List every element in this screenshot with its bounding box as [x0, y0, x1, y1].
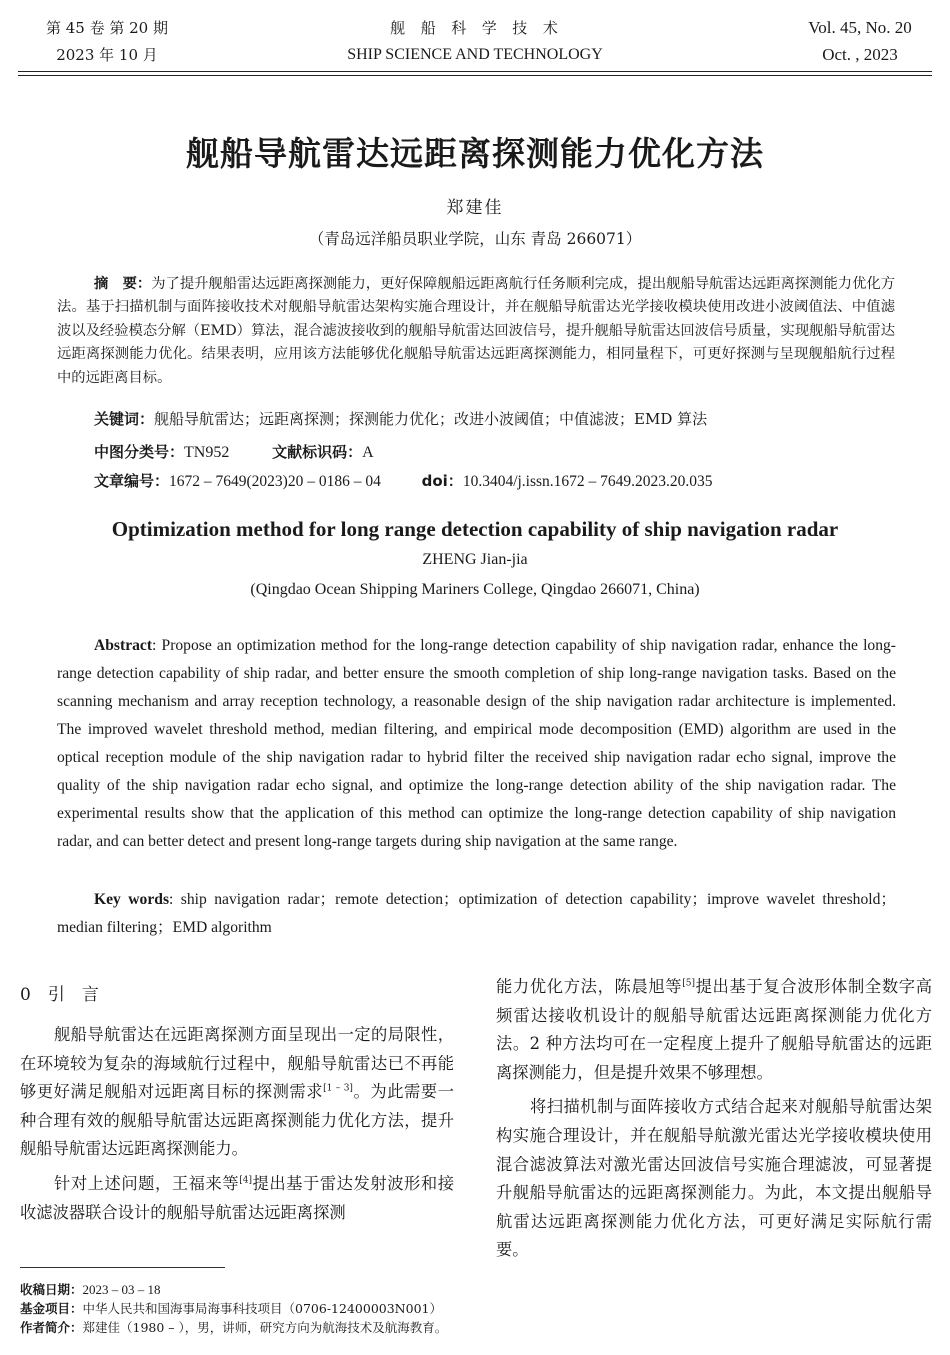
header-journal-cn: 舰 船 科 学 技 术 [390, 19, 560, 37]
bio-value: 郑建佳（1980 – ），男，讲师，研究方向为航海技术及航海教育。 [82, 1320, 448, 1335]
body-right-column [496, 973, 932, 1265]
intro-p2-cont: 能力优化方法，陈晨旭等 [496, 977, 683, 996]
fund-value: 中华人民共和国海事局海事科技项目（0706-12400003N001） [82, 1301, 442, 1316]
keywords-en-text: : ship navigation radar；remote detection；optimization of detection capability；improve wavelet threshold；median filtering；EMD algorithm [57, 891, 896, 936]
abstract-en-label: Abstract [94, 637, 153, 654]
fund-label: 基金项目： [20, 1301, 83, 1316]
abstract-cn-text: 为了提升舰船雷达远距离探测能力，更好保障舰船远距离航行任务顺利完成，提出舰船导航雷达远距离探测能力优化方法。基于扫描机制与面阵接收技术对舰船导航雷达架构实施合理设计，并在舰船导航雷达光学接收模块使用改进小波阈值法、中值滤波以及经验模态分解（EMD）算法，混合滤波接收到的舰船导航雷达回波信号，提升舰船导航雷达回波信号质量，实现舰船导航雷达远距离探测能力优化。结果表明，应用该方法能够优化舰船导航雷达远距离探测能力，相同量程下，可更好探测与呈现舰船航行过程中的远距离目标。 [57, 276, 895, 386]
abstract-en-text: : Propose an optimization method for the long-range detection capability of ship navigation radar, enhance the long-range detection capability of ship radar, and better ensure the smooth completion of ship long-range navigation tasks. Based on the scanning mechanism and array reception technology, a reasonable design of the ship navigation radar architecture is implemented. The improved wavelet threshold method, median filtering, and empirical mode decomposition (EMD) algorithm are used in the optical reception module of the ship navigation radar to hybrid filter the received ship navigation radar echo signal, improve the quality of the ship navigation radar echo signal, and optimize the long-range detection ability of the ship navigation radar. The experimental results show that the application of this method can optimize the long-range detection capability of ship navigation radar, and can better detect and present long-range targets during ship navigation at the same range. [57, 637, 896, 850]
keywords-cn-text: 舰船导航雷达；远距离探测；探测能力优化；改进小波阈值；中值滤波；EMD 算法 [154, 410, 708, 428]
citation-5: [5] [682, 978, 695, 989]
footnote-rule [20, 1267, 225, 1268]
header-volume-en-line2: Oct. , 2023 [822, 45, 898, 64]
keywords-en-label: Key words [94, 891, 170, 908]
intro-p2-start: 针对上述问题，王福来等 [54, 1173, 240, 1193]
footnote-fund [20, 1300, 442, 1318]
header-journal [300, 17, 650, 66]
doc-code-label: 文献标识码： [272, 443, 363, 461]
article-info-line [94, 469, 914, 494]
doc-code-value: A [362, 444, 374, 461]
intro-p3-text: 将扫描机制与面阵接收方式结合起来对舰船导航雷达架构实施合理设计，并在舰船导航激光雷达光学接收模块使用混合滤波算法对激光雷达回波信号实施合理滤波，可显著提升舰船导航雷达的远距离探测能力。为此，本文提出舰船导航雷达远距离探测能力优化方法，可更好满足实际航行需要。 [496, 1097, 932, 1260]
author-cn: 郑建佳 [446, 198, 504, 218]
article-id-value: 1672 – 7649(2023)20 – 0186 – 04 [169, 473, 381, 490]
intro-p2-tail: 提出基于复合波形体制全数字高频雷达接收机设计的舰船导航雷达远距离探测能力优化方法。2 种方法均可在一定程度上提升了舰船导航雷达的远距离探测能力，但是提升效果不够理想。 [496, 977, 932, 1082]
keywords-cn-label: 关键词： [94, 410, 155, 428]
header-rule-bottom [18, 75, 932, 76]
author-en: ZHENG Jian-jia [422, 551, 528, 568]
intro-p2-mid: 提出基于雷达发射波形和接收滤波器联合设计的舰船导航雷达远距离探测 [20, 1173, 454, 1222]
abstract-en [57, 632, 896, 856]
header-date: 2023 年 10 月 [56, 46, 158, 64]
citation-4: [4] [239, 1175, 252, 1186]
keywords-cn [94, 407, 894, 431]
doi-label: doi： [421, 472, 463, 490]
body-left-column [20, 1021, 454, 1227]
intro-paragraph-1 [20, 1021, 454, 1164]
header-rule-top [18, 71, 932, 72]
abstract-cn-label: 摘 要： [94, 276, 152, 292]
header-volume-en [790, 17, 930, 66]
affiliation-en: (Qingdao Ocean Shipping Mariners College, Qingdao 266071, China) [250, 581, 700, 598]
header-volume: 第 45 卷 第 20 期 [45, 19, 168, 37]
footnote-author-bio [20, 1319, 447, 1337]
received-label: 收稿日期： [20, 1282, 83, 1297]
abstract-cn [57, 273, 895, 390]
header-journal-en: SHIP SCIENCE AND TECHNOLOGY [347, 46, 603, 63]
received-value: 2023 – 03 – 18 [82, 1282, 161, 1297]
article-id-label: 文章编号： [94, 472, 170, 490]
intro-paragraph-2 [20, 1170, 454, 1227]
intro-p1-tail: 。为此需要一种合理有效的舰船导航雷达远距离探测能力优化方法，提升舰船导航雷达远距离探测能力。 [20, 1082, 454, 1159]
section-0-heading: 0 引 言 [20, 985, 99, 1005]
clc-value: TN952 [184, 444, 230, 461]
paper-title-en: Optimization method for long range detection capability of ship navigation radar [111, 517, 839, 541]
keywords-en [57, 886, 896, 942]
header-issue [32, 17, 182, 66]
paper-title-cn: 舰船导航雷达远距离探测能力优化方法 [186, 134, 764, 173]
intro-paragraph-3 [496, 1093, 932, 1265]
header-volume-en-line1: Vol. 45, No. 20 [808, 18, 912, 37]
intro-paragraph-2-cont [496, 973, 932, 1087]
footnote-received [20, 1281, 161, 1299]
bio-label: 作者简介： [20, 1320, 83, 1335]
citation-1-3: [1 – 3] [323, 1083, 353, 1094]
intro-p1-text: 舰船导航雷达在远距离探测方面呈现出一定的局限性，在环境较为复杂的海域航行过程中，舰船导航雷达已不再能够更好满足舰船对远距离目标的探测需求 [20, 1025, 454, 1102]
affiliation-cn: （青岛远洋船员职业学院，山东 青岛 266071） [308, 230, 642, 248]
classification-line [94, 440, 894, 465]
clc-label: 中图分类号： [94, 443, 185, 461]
doi-value: 10.3404/j.issn.1672 – 7649.2023.20.035 [462, 473, 713, 490]
